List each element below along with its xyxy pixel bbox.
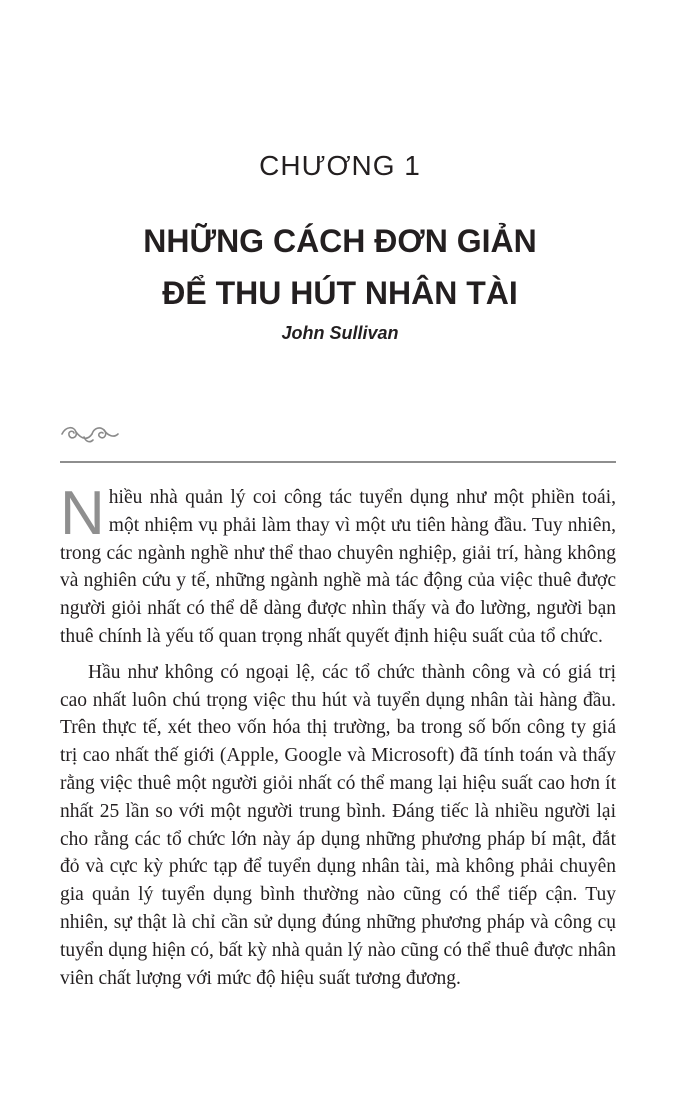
section-rule	[60, 461, 616, 463]
paragraph-2: Hầu như không có ngoại lệ, các tổ chức thành công và có giá trị cao nhất luôn chú trọng việc thu hút và tuyển dụng nhân tài hàng đầu. Trên thực tế, xét theo vốn hóa thị trường, ba trong số bốn công ty giá trị cao nhất thế giới (Apple, Google và Microsoft) đã tính toán và thấy rằng việc thuê một người giỏi nhất có thể mang lại hiệu suất cao hơn ít nhất 25 lần so với một người trung bình. Đáng tiếc là nhiều người lại cho rằng các tổ chức lớn này áp dụng những phương pháp bí mật, đắt đỏ và cực kỳ phức tạp để tuyển dụng nhân tài, mà không phải chuyên gia quản lý tuyển dụng bình thường nào cũng có thể tiếp cận. Tuy nhiên, sự thật là chỉ cần sử dụng đúng những phương pháp và công cụ tuyển dụng hiện có, bất kỳ nhà quản lý nào cũng có thể thuê được nhân viên chất lượng với mức độ hiệu suất tương đương.	[60, 661, 616, 989]
paragraph-1-text: hiều nhà quản lý coi công tác tuyển dụng như một phiền toái, một nhiệm vụ phải làm thay vì một ưu tiên hàng đầu. Tuy nhiên, trong các ngành nghề như thể thao chuyên nghiệp, giải trí, hàng không và nghiên cứu y tế, những ngành nghề mà tác động của việc thuê được người giỏi nhất có thể dễ dàng được nhìn thấy và đo lường, người bạn thuê chính là yếu tố quan trọng nhất quyết định hiệu suất của tổ chức.	[60, 487, 616, 647]
chapter-title-line-1: NHỮNG CÁCH ĐƠN GIẢN	[143, 223, 537, 259]
flourish-icon	[60, 420, 120, 446]
chapter-title-line-2: ĐỂ THU HÚT NHÂN TÀI	[162, 275, 518, 311]
body-text	[60, 479, 616, 1000]
chapter-title	[0, 215, 680, 319]
drop-cap: N	[60, 479, 105, 548]
chapter-label: CHƯƠNG 1	[259, 150, 421, 181]
paragraph-1	[60, 479, 616, 651]
author-name: John Sullivan	[281, 323, 399, 343]
